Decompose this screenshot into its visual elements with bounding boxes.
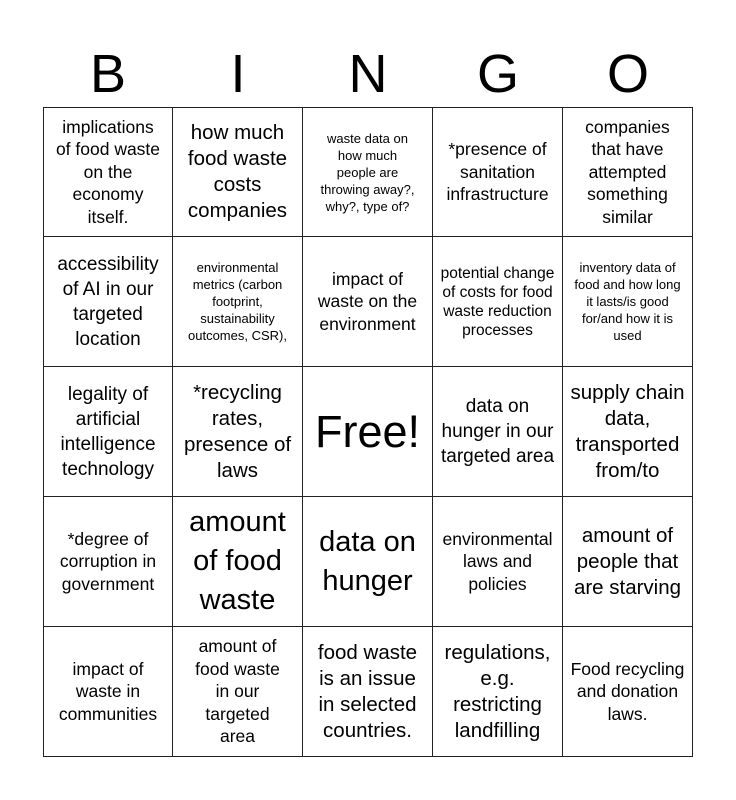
cell-text: how much food waste costs companies <box>187 121 288 222</box>
header-letter-o: O <box>606 44 649 104</box>
header-letter-i: I <box>230 44 246 104</box>
cell-text: impact of waste on the environment <box>317 268 418 334</box>
cell-text: impact of waste in communities <box>58 658 158 724</box>
cell-text: amount of people that are starving <box>573 523 682 599</box>
cell-text: food waste is an issue in selected countries. <box>317 640 418 742</box>
bingo-cell[interactable] <box>43 237 173 367</box>
bingo-cell[interactable] <box>433 367 563 497</box>
cell-text: legality of artificial intelligence technology <box>60 383 156 480</box>
free-space[interactable] <box>303 367 433 497</box>
bingo-board <box>43 107 693 757</box>
cell-text: Food recycling and donation laws. <box>570 658 685 724</box>
cell-text: environmental laws and policies <box>442 528 553 594</box>
bingo-cell[interactable] <box>303 627 433 757</box>
cell-text: *recycling rates, presence of laws <box>183 380 292 482</box>
bingo-cell[interactable] <box>43 497 173 627</box>
cell-text: *presence of sanitation infrastructure <box>446 139 549 205</box>
bingo-cell[interactable] <box>303 107 433 237</box>
bingo-cell[interactable] <box>303 497 433 627</box>
bingo-cell[interactable] <box>43 107 173 237</box>
bingo-cell[interactable] <box>43 367 173 497</box>
bingo-cell[interactable] <box>433 107 563 237</box>
bingo-cell[interactable] <box>433 627 563 757</box>
cell-text: environmental metrics (carbon footprint, sustainability outcomes, CSR), <box>188 260 287 343</box>
cell-text: implications of food waste on the economy itself. <box>55 116 161 227</box>
bingo-cell[interactable] <box>563 237 693 367</box>
cell-text: data on hunger in our targeted area <box>440 396 555 467</box>
cell-text: waste data on how much people are throwing away?, why?, type of? <box>320 130 415 214</box>
bingo-cell[interactable] <box>563 367 693 497</box>
cell-text: regulations, e.g. restricting landfilling <box>444 640 551 742</box>
bingo-cell[interactable] <box>43 627 173 757</box>
bingo-cell[interactable] <box>173 237 303 367</box>
header-letter-n: N <box>348 44 388 104</box>
free-space-label: Free! <box>314 405 421 457</box>
cell-text: amount of food waste in our targeted area <box>195 636 280 747</box>
bingo-cell[interactable] <box>433 237 563 367</box>
bingo-cell[interactable] <box>563 107 693 237</box>
bingo-cell[interactable] <box>563 497 693 627</box>
bingo-cell[interactable] <box>173 497 303 627</box>
bingo-cell[interactable] <box>173 367 303 497</box>
bingo-cell[interactable] <box>563 627 693 757</box>
header-letter-b: B <box>89 44 127 104</box>
cell-text: potential change of costs for food waste reduction processes <box>440 264 555 339</box>
cell-text: supply chain data, transported from/to <box>570 380 685 482</box>
bingo-cell[interactable] <box>173 627 303 757</box>
cell-text: accessibility of AI in our targeted location <box>57 253 159 350</box>
bingo-cell[interactable] <box>173 107 303 237</box>
bingo-cell[interactable] <box>303 237 433 367</box>
cell-text: data on hunger <box>319 525 416 597</box>
bingo-cell[interactable] <box>433 497 563 627</box>
header-letter-g: G <box>476 44 519 104</box>
cell-text: companies that have attempted something similar <box>585 116 670 227</box>
bingo-header <box>43 44 693 104</box>
cell-text: amount of food waste <box>189 506 286 616</box>
cell-text: *degree of corruption in government <box>59 528 157 594</box>
cell-text: inventory data of food and how long it lasts/is good for/and how it is used <box>574 260 681 343</box>
